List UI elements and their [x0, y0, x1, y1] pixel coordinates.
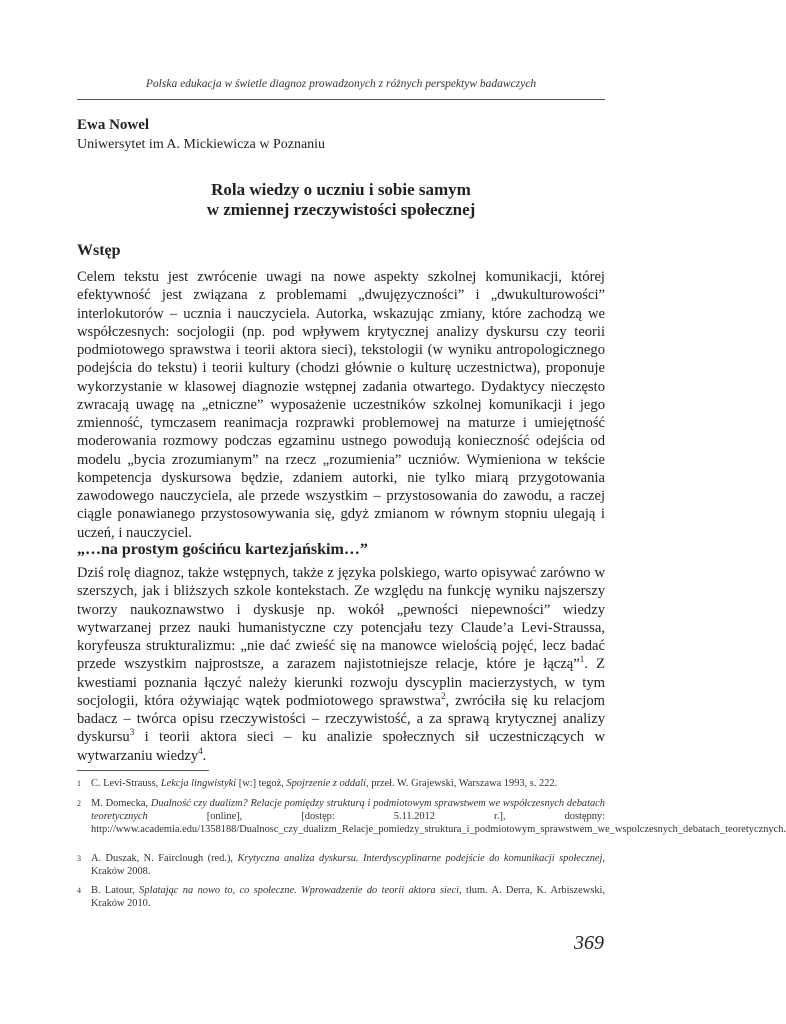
running-header: Polska edukacja w świetle diagnoz prowadzonych z różnych perspektyw badawczych	[145, 78, 537, 90]
page-number: 369	[574, 932, 604, 954]
footnote-number: 3	[77, 854, 81, 863]
intro-paragraph	[77, 268, 605, 542]
section2-text: Dziś rolę diagnoz, także wstępnych, także z języka polskiego, warto opisywać zarówno w szerszych, jak i bliższych szkole kontekstach. Ze względu na funkcję wyniku najszerszy tworzy naukoznawstwo i dyskusje np. wokół „pewności niepewności” wiedzy wytwarzanej przez nauki humanistyczne czy potencjału tezy Claude’a Levi-Straussa, koryfeusza strukturalizmu: „nie dać zwieść się na manowce wielością pojęć, lecz badać przede wszystkim najprostsze, a zarazem najistotniejsze relacje, które je łączą”$^1$. Z kwestiami poznania łączyć należy kierunki rozwoju dyscyplin macierzystych, w tym socjologii, która ożywiając wątek podmiotowego sprawstwa$^2$, zwróciła się ku relacjom badacz – twórca opisu rzeczywistości – rzeczywistość, a za sprawą krytycznej analizy dyskursu$^3$ i teorii aktora sieci – ku analizie społecznych sił uczestniczących w wytwarzaniu wiedzy$^4$.	[77, 565, 605, 764]
section2-paragraph	[77, 564, 605, 765]
article-title	[77, 180, 605, 220]
footnote-3: 3 A. Duszak, N. Fairclough (red.), Krytyczna analiza dyskursu. Interdyscyplinarne podejście do komunikacji społecznej, Kraków 2008.	[77, 853, 605, 877]
footnote-1: 1 C. Levi-Strauss, Lekcja lingwistyki [w:] tegoż, Spojrzenie z oddali, przeł. W. Grajewski, Warszawa 1993, s. 222.	[77, 778, 558, 789]
title-line-1: Rola wiedzy o uczniu i sobie samym	[211, 180, 471, 199]
footnote-ref-2[interactable]: 2	[441, 690, 446, 701]
footnote-rule	[77, 770, 209, 771]
section-heading-intro: Wstęp	[77, 242, 121, 259]
header-rule	[77, 99, 605, 100]
footnote-2: 2 M. Domecka, Dualność czy dualizm? Relacje pomiędzy strukturą i podmiotowym sprawstwem we współczesnych debatach teoretycznych [online], [dostęp: 5.11.2012 r.], dostępny: http://www.academia.edu/1358188/Dualnosc_czy_dualizm_Relacje_pomiedzy_struktura_i_podmiotowym_sprawstwem_we_wspolczesnych_debatach_teoretycznych.	[77, 798, 786, 835]
footnote-ref-1[interactable]: 1	[579, 654, 585, 665]
footnote-ref-4[interactable]: 4	[198, 745, 203, 756]
author-affiliation: Uniwersytet im A. Mickiewicza w Poznaniu	[77, 137, 326, 152]
footnote-number: 2	[77, 799, 81, 808]
author-name: Ewa Nowel	[77, 117, 150, 133]
footnote-4: 4 B. Latour, Splatając na nowo to, co społeczne. Wprowadzenie do teorii aktora sieci, tłum. A. Derra, K. Arbiszewski, Kraków 2010.	[77, 885, 606, 909]
section-heading-2: „…na prostym gościńcu kartezjańskim…”	[77, 541, 368, 558]
footnote-ref-3[interactable]: 3	[129, 727, 135, 738]
intro-text: Celem tekstu jest zwrócenie uwagi na nowe aspekty szkolnej komunikacji, której efektywność jest związana z problemami „dwujęzyczności” i „dwukulturowości” interlokutorów – ucznia i nauczyciela. Autorka, wskazując zmiany, które zachodzą we współczesnych: socjologii (np. pod wpływem krytycznej analizy dyskursu czy teorii podmiotowego sprawstwa i teorii aktora sieci), tekstologii (w wyniku antropologicznego podejścia do tekstu) i teorii kultury (chodzi głównie o kulturę uczestnictwa), proponuje wykorzystanie w klasowej diagnozie wstępnej zadania otwartego. Dydaktycy nieczęsto zwracają uwagę na „etniczne” wyposażenie uczestników szkolnej komunikacji i jego zmienność, tymczasem reanimacja rozprawki problemowej na maturze i umiejętność moderowania rozmowy podczas egzaminu ustnego powodują konieczność odejścia od modelu „bycia zrozumianym” na rzecz „rozumienia” uczniów. Wymieniona w tekście kompetencja dyskursowa będzie, zdaniem autorki, nie tylko miarą przygotowania zawodowego nauczyciela, ale przede wszystkim – przystosowania do zawodu, a raczej ciągle ponawianego przystosowywania się, gdyż zmianom w równym stopniu ulegają i uczeń, i nauczyciel.	[77, 269, 605, 541]
footnote-number: 1	[77, 779, 81, 788]
title-line-2: w zmiennej rzeczywistości społecznej	[206, 200, 476, 219]
footnote-number: 4	[77, 886, 81, 895]
